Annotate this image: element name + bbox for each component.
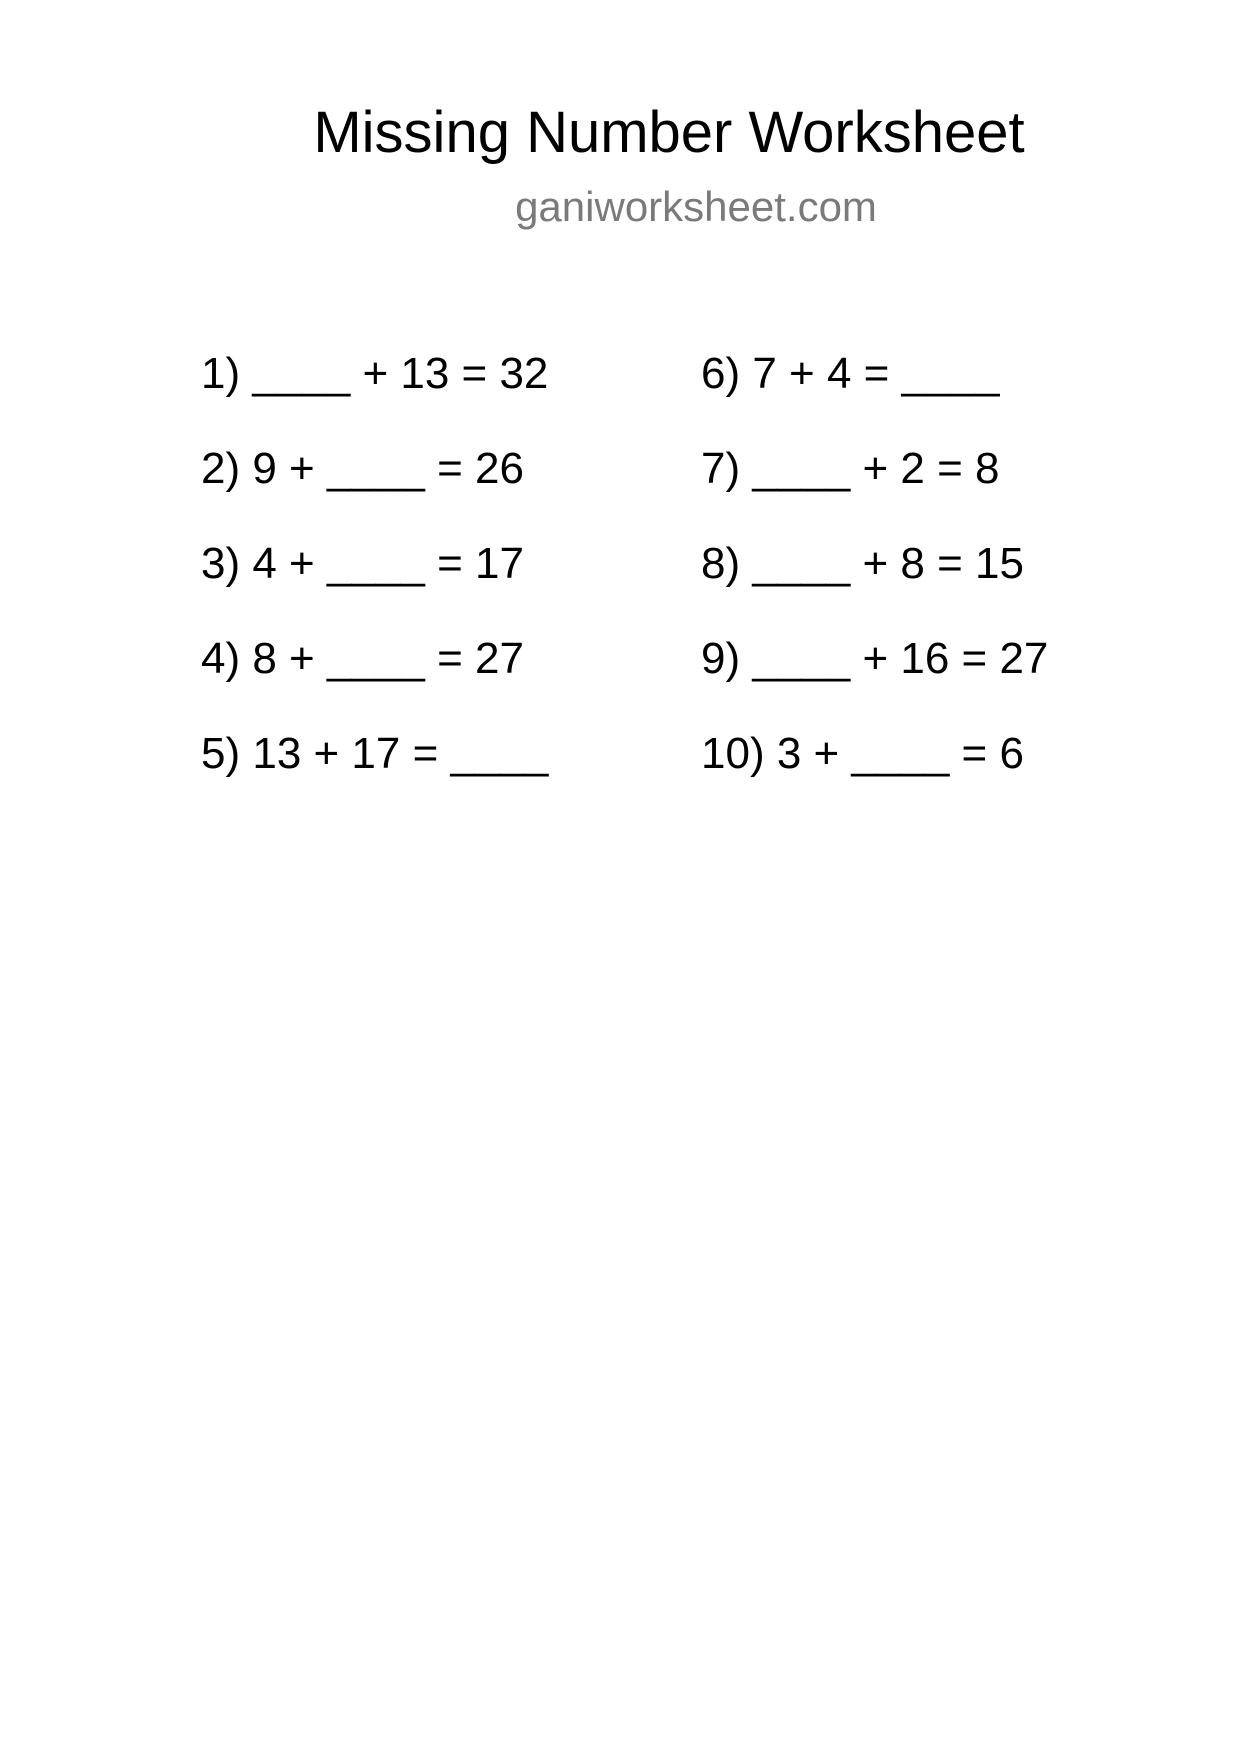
worksheet-title: Missing Number Worksheet [313,100,1025,165]
problem-3: 3) 4 + ____ = 17 [201,539,524,588]
problem-list [201,348,1101,823]
problem-4: 4) 8 + ____ = 27 [201,634,524,683]
worksheet-source: ganiworksheet.com [515,183,877,230]
problem-6: 6) 7 + 4 = ____ [701,349,1000,398]
problem-9: 9) ____ + 16 = 27 [701,634,1049,683]
problem-10: 10) 3 + ____ = 6 [701,729,1024,778]
problem-8: 8) ____ + 8 = 15 [701,539,1024,588]
problem-5: 5) 13 + 17 = ____ [201,729,549,778]
problem-1: 1) ____ + 13 = 32 [201,349,549,398]
problem-2: 2) 9 + ____ = 26 [201,444,524,493]
problem-7: 7) ____ + 2 = 8 [701,444,1000,493]
